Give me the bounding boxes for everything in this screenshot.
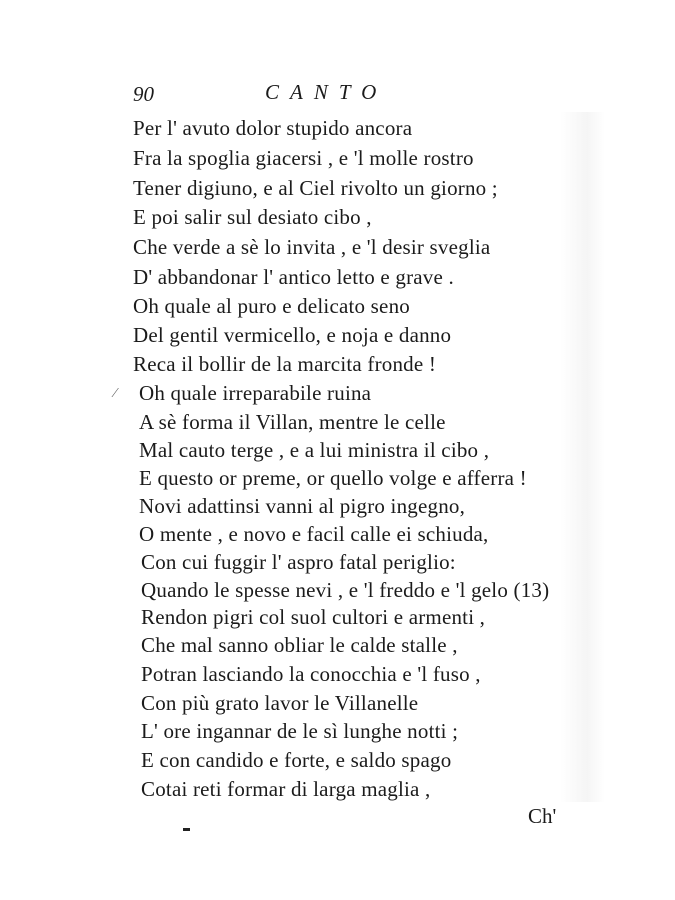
verse-line: Che mal sanno obliar le calde stalle , xyxy=(141,633,458,657)
verse-line: Cotai reti formar di larga maglia , xyxy=(141,777,431,801)
verse-line: Tener digiuno, e al Ciel rivolto un giorno ; xyxy=(133,176,498,200)
catchword: Ch' xyxy=(528,804,557,828)
verse-line: Con cui fuggir l' aspro fatal periglio: xyxy=(141,550,456,574)
verse-line: Del gentil vermicello, e noja e danno xyxy=(133,323,452,347)
verse-line: Fra la spoglia giacersi , e 'l molle rostro xyxy=(133,146,474,170)
show-through-shadow xyxy=(560,112,605,802)
verse-line: Che verde a sè lo invita , e 'l desir sveglia xyxy=(133,235,491,259)
verse-line: Oh quale al puro e delicato seno xyxy=(133,294,410,318)
verse-line: Con più grato lavor le Villanelle xyxy=(141,691,419,715)
verse-line: Quando le spesse nevi , e 'l freddo e 'l gelo (13) xyxy=(141,578,550,602)
verse-line: E poi salir sul desiato cibo , xyxy=(133,205,372,229)
verse-line: Reca il bollir de la marcita fronde ! xyxy=(133,352,437,376)
verse-line: E con candido e forte, e saldo spago xyxy=(141,748,452,772)
verse-line: Rendon pigri col suol cultori e armenti , xyxy=(141,605,486,629)
page-number: 90 xyxy=(133,82,154,106)
verse-line: O mente , e novo e facil calle ei schiuda, xyxy=(139,522,489,546)
verse-line: D' abbandonar l' antico letto e grave . xyxy=(133,265,454,289)
verse-line: Oh quale irreparabile ruina xyxy=(139,381,372,405)
verse-line: E questo or preme, or quello volge e afferra ! xyxy=(139,466,527,490)
ink-mark xyxy=(183,828,190,831)
verse-line: Potran lasciando la conocchia e 'l fuso , xyxy=(141,662,481,686)
verse-line: Novi adattinsi vanni al pigro ingegno, xyxy=(139,494,466,518)
verse-line: Mal cauto terge , e a lui ministra il cibo , xyxy=(139,438,490,462)
verse-line: A sè forma il Villan, mentre le celle xyxy=(139,410,446,434)
verse-line: Per l' avuto dolor stupido ancora xyxy=(133,116,413,140)
verse-line: L' ore ingannar de le sì lunghe notti ; xyxy=(141,719,459,743)
margin-mark: ⁄ xyxy=(114,386,117,401)
running-head: CANTO xyxy=(265,80,388,104)
